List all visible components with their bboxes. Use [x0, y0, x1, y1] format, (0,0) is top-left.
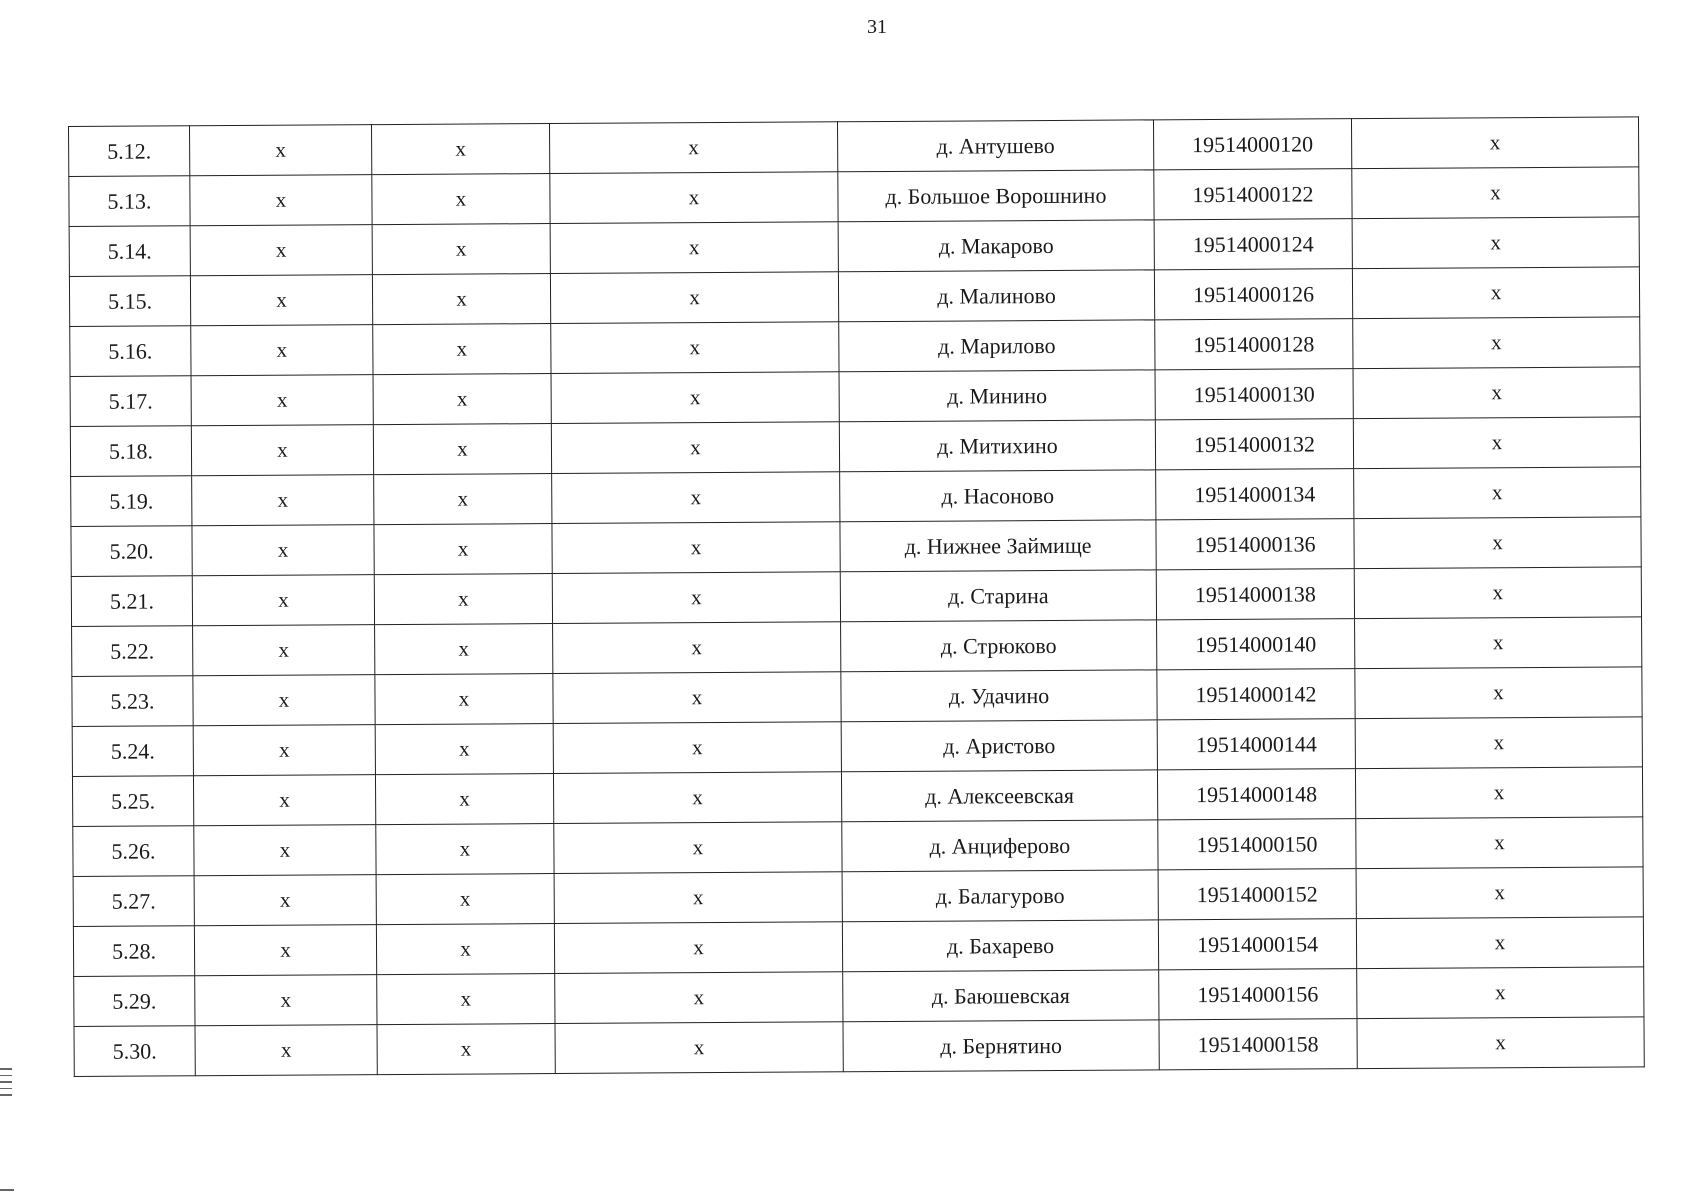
settlement-name-cell: д. Минино: [839, 370, 1155, 422]
settlement-name-cell: д. Балагурово: [842, 870, 1158, 922]
settlement-name-cell: д. Баюшевская: [843, 970, 1159, 1022]
column-3-cell: x: [374, 474, 552, 525]
column-7-cell: x: [1356, 867, 1643, 919]
column-7-cell: x: [1354, 517, 1641, 569]
column-2-cell: x: [193, 625, 375, 676]
settlement-name-cell: д. Макарово: [838, 220, 1154, 272]
settlement-name-cell: д. Малиново: [838, 270, 1154, 322]
column-4-cell: x: [552, 572, 840, 624]
column-7-cell: x: [1351, 117, 1638, 169]
margin-tick: [0, 1075, 12, 1077]
column-2-cell: x: [194, 925, 376, 976]
column-7-cell: x: [1357, 1017, 1644, 1069]
settlement-name-cell: д. Большое Ворошнино: [838, 170, 1154, 222]
settlement-name-cell: д. Стрюково: [841, 620, 1157, 672]
settlement-name-cell: д. Алексеевская: [841, 770, 1157, 822]
column-7-cell: x: [1356, 917, 1643, 969]
column-3-cell: x: [374, 574, 552, 625]
code-cell: 19514000148: [1157, 769, 1355, 820]
code-cell: 19514000134: [1156, 469, 1354, 520]
row-number-cell: 5.27.: [73, 876, 194, 927]
code-cell: 19514000136: [1156, 519, 1354, 570]
column-2-cell: x: [193, 775, 375, 826]
table-body: [69, 117, 1645, 1077]
column-2-cell: x: [192, 525, 374, 576]
column-4-cell: x: [551, 372, 839, 424]
column-3-cell: x: [376, 874, 554, 925]
row-number-cell: 5.22.: [72, 626, 193, 677]
margin-tick: [0, 1081, 12, 1083]
column-3-cell: x: [374, 524, 552, 575]
margin-tick: [0, 1088, 12, 1090]
column-4-cell: x: [552, 472, 840, 524]
row-number-cell: 5.12.: [69, 126, 190, 177]
column-7-cell: x: [1354, 567, 1641, 619]
column-7-cell: x: [1352, 267, 1639, 319]
code-cell: 19514000122: [1154, 169, 1352, 220]
code-cell: 19514000132: [1155, 419, 1353, 470]
column-4-cell: x: [554, 822, 842, 874]
column-7-cell: x: [1352, 167, 1639, 219]
column-7-cell: x: [1353, 417, 1640, 469]
column-3-cell: x: [373, 374, 551, 425]
code-cell: 19514000140: [1157, 619, 1355, 670]
column-3-cell: x: [376, 824, 554, 875]
row-number-cell: 5.14.: [69, 226, 190, 277]
column-3-cell: x: [372, 274, 550, 325]
row-number-cell: 5.20.: [71, 526, 192, 577]
column-2-cell: x: [191, 375, 373, 426]
column-3-cell: x: [372, 224, 550, 275]
code-cell: 19514000144: [1157, 719, 1355, 770]
row-number-cell: 5.26.: [73, 826, 194, 877]
column-4-cell: x: [553, 772, 841, 824]
registry-table-container: [68, 116, 1644, 1077]
column-2-cell: x: [190, 225, 372, 276]
column-7-cell: x: [1355, 717, 1642, 769]
column-3-cell: x: [377, 1024, 555, 1075]
row-number-cell: 5.19.: [71, 476, 192, 527]
code-cell: 19514000156: [1159, 969, 1357, 1020]
column-4-cell: x: [551, 322, 839, 374]
page-number: 31: [867, 16, 887, 38]
column-3-cell: x: [375, 624, 553, 675]
row-number-cell: 5.29.: [74, 976, 195, 1027]
column-3-cell: x: [377, 974, 555, 1025]
row-number-cell: 5.23.: [72, 676, 193, 727]
code-cell: 19514000152: [1158, 869, 1356, 920]
column-2-cell: x: [194, 875, 376, 926]
binding-margin-marks: [0, 1068, 12, 1101]
settlement-name-cell: д. Старина: [840, 570, 1156, 622]
column-7-cell: x: [1357, 967, 1644, 1019]
column-4-cell: x: [550, 222, 838, 274]
column-2-cell: x: [191, 425, 373, 476]
code-cell: 19514000138: [1156, 569, 1354, 620]
column-2-cell: x: [193, 675, 375, 726]
column-4-cell: x: [552, 522, 840, 574]
column-3-cell: x: [376, 924, 554, 975]
column-7-cell: x: [1353, 367, 1640, 419]
column-4-cell: x: [550, 272, 838, 324]
margin-tick: [0, 1068, 12, 1070]
column-2-cell: x: [190, 275, 372, 326]
column-4-cell: x: [554, 872, 842, 924]
code-cell: 19514000128: [1155, 319, 1353, 370]
column-2-cell: x: [192, 575, 374, 626]
row-number-cell: 5.18.: [70, 426, 191, 477]
row-number-cell: 5.28.: [73, 926, 194, 977]
code-cell: 19514000154: [1158, 919, 1356, 970]
row-number-cell: 5.21.: [71, 576, 192, 627]
column-4-cell: x: [553, 722, 841, 774]
code-cell: 19514000124: [1154, 219, 1352, 270]
margin-tick: [0, 1094, 12, 1096]
settlement-name-cell: д. Нижнее Займище: [840, 520, 1156, 572]
column-4-cell: x: [551, 422, 839, 474]
column-2-cell: x: [193, 725, 375, 776]
column-2-cell: x: [195, 975, 377, 1026]
settlement-name-cell: д. Антушево: [837, 120, 1153, 172]
code-cell: 19514000150: [1158, 819, 1356, 870]
code-cell: 19514000126: [1154, 269, 1352, 320]
settlement-name-cell: д. Удачино: [841, 670, 1157, 722]
row-number-cell: 5.25.: [72, 776, 193, 827]
code-cell: 19514000142: [1157, 669, 1355, 720]
column-7-cell: x: [1354, 467, 1641, 519]
margin-mark: [0, 1189, 14, 1191]
row-number-cell: 5.17.: [70, 376, 191, 427]
column-4-cell: x: [553, 622, 841, 674]
settlement-name-cell: д. Митихино: [839, 420, 1155, 472]
row-number-cell: 5.16.: [70, 326, 191, 377]
row-number-cell: 5.24.: [72, 726, 193, 777]
column-2-cell: x: [191, 325, 373, 376]
column-7-cell: x: [1355, 617, 1642, 669]
code-cell: 19514000120: [1153, 119, 1351, 170]
column-4-cell: x: [554, 922, 842, 974]
column-7-cell: x: [1352, 217, 1639, 269]
column-2-cell: x: [192, 475, 374, 526]
column-7-cell: x: [1355, 767, 1642, 819]
column-3-cell: x: [375, 774, 553, 825]
row-number-cell: 5.30.: [74, 1026, 195, 1077]
column-3-cell: x: [375, 724, 553, 775]
code-cell: 19514000130: [1155, 369, 1353, 420]
column-3-cell: x: [373, 324, 551, 375]
settlement-name-cell: д. Аристово: [841, 720, 1157, 772]
column-3-cell: x: [373, 424, 551, 475]
column-4-cell: x: [549, 122, 837, 174]
column-3-cell: x: [371, 124, 549, 175]
code-cell: 19514000158: [1159, 1019, 1357, 1070]
column-4-cell: x: [555, 1022, 843, 1074]
settlement-name-cell: д. Анциферово: [842, 820, 1158, 872]
column-2-cell: x: [195, 1025, 377, 1076]
settlement-name-cell: д. Бернятино: [843, 1020, 1159, 1072]
table-row: [74, 1017, 1644, 1077]
column-7-cell: x: [1356, 817, 1643, 869]
column-3-cell: x: [372, 174, 550, 225]
registry-table: [68, 116, 1645, 1077]
row-number-cell: 5.15.: [69, 276, 190, 327]
column-7-cell: x: [1353, 317, 1640, 369]
settlement-name-cell: д. Марилово: [839, 320, 1155, 372]
column-4-cell: x: [550, 172, 838, 224]
settlement-name-cell: д. Насоново: [840, 470, 1156, 522]
column-7-cell: x: [1355, 667, 1642, 719]
column-2-cell: x: [190, 125, 372, 176]
column-2-cell: x: [190, 175, 372, 226]
column-4-cell: x: [555, 972, 843, 1024]
column-2-cell: x: [194, 825, 376, 876]
column-4-cell: x: [553, 672, 841, 724]
row-number-cell: 5.13.: [69, 176, 190, 227]
column-3-cell: x: [375, 674, 553, 725]
settlement-name-cell: д. Бахарево: [842, 920, 1158, 972]
